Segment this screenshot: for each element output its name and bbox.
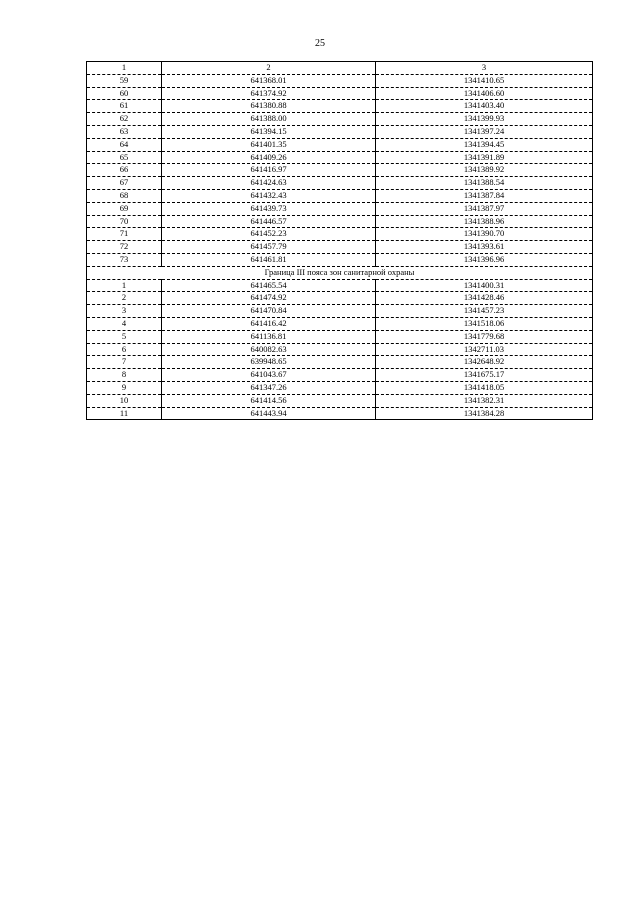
y-coordinate-cell: 1342711.03 [376, 343, 593, 356]
x-coordinate-cell: 641474.92 [162, 292, 376, 305]
table-row [87, 215, 593, 228]
x-coordinate-cell: 641461.81 [162, 253, 376, 266]
x-coordinate-cell: 641470.84 [162, 305, 376, 318]
point-number-cell: 3 [87, 305, 162, 318]
point-number-cell: 6 [87, 343, 162, 356]
point-number-cell: 10 [87, 394, 162, 407]
x-coordinate-cell: 640082.63 [162, 343, 376, 356]
x-coordinate-cell: 641380.88 [162, 100, 376, 113]
y-coordinate-cell: 1341384.28 [376, 407, 593, 420]
table-row [87, 330, 593, 343]
y-coordinate-cell: 1341397.24 [376, 125, 593, 138]
point-number-cell: 72 [87, 241, 162, 254]
y-coordinate-cell: 1341396.96 [376, 253, 593, 266]
table-row [87, 356, 593, 369]
table-row [87, 241, 593, 254]
point-number-cell: 8 [87, 369, 162, 382]
table-row [87, 407, 593, 420]
table-row [87, 125, 593, 138]
point-number-cell: 5 [87, 330, 162, 343]
x-coordinate-cell: 641424.63 [162, 177, 376, 190]
y-coordinate-cell: 1341391.89 [376, 151, 593, 164]
x-coordinate-cell: 641416.42 [162, 317, 376, 330]
point-number-cell: 70 [87, 215, 162, 228]
y-coordinate-cell: 1341403.40 [376, 100, 593, 113]
table-row [87, 113, 593, 126]
x-coordinate-cell: 641452.23 [162, 228, 376, 241]
y-coordinate-cell: 1341779.68 [376, 330, 593, 343]
y-coordinate-cell: 1341382.31 [376, 394, 593, 407]
point-number-cell: 67 [87, 177, 162, 190]
table-row [87, 253, 593, 266]
point-number-cell: 1 [87, 279, 162, 292]
point-number-cell: 65 [87, 151, 162, 164]
column-header-y: 3 [376, 62, 593, 75]
point-number-cell: 62 [87, 113, 162, 126]
table-row [87, 100, 593, 113]
y-coordinate-cell: 1341387.97 [376, 202, 593, 215]
table-row [87, 177, 593, 190]
coordinates-table-body [87, 62, 593, 420]
column-header-number: 1 [87, 62, 162, 75]
x-coordinate-cell: 641446.57 [162, 215, 376, 228]
table-row [87, 228, 593, 241]
x-coordinate-cell: 641401.35 [162, 138, 376, 151]
y-coordinate-cell: 1341457.23 [376, 305, 593, 318]
table-row [87, 292, 593, 305]
x-coordinate-cell: 641409.26 [162, 151, 376, 164]
point-number-cell: 11 [87, 407, 162, 420]
table-row [87, 202, 593, 215]
point-number-cell: 59 [87, 74, 162, 87]
column-header-x: 2 [162, 62, 376, 75]
x-coordinate-cell: 641347.26 [162, 381, 376, 394]
x-coordinate-cell: 641414.56 [162, 394, 376, 407]
y-coordinate-cell: 1341399.93 [376, 113, 593, 126]
table-header-row [87, 62, 593, 75]
y-coordinate-cell: 1341675.17 [376, 369, 593, 382]
y-coordinate-cell: 1341418.05 [376, 381, 593, 394]
y-coordinate-cell: 1342648.92 [376, 356, 593, 369]
point-number-cell: 2 [87, 292, 162, 305]
y-coordinate-cell: 1341394.45 [376, 138, 593, 151]
table-row [87, 394, 593, 407]
point-number-cell: 60 [87, 87, 162, 100]
table-row [87, 164, 593, 177]
table-row [87, 138, 593, 151]
x-coordinate-cell: 641416.97 [162, 164, 376, 177]
x-coordinate-cell: 641394.15 [162, 125, 376, 138]
section-title: Граница III пояса зон санитарной охраны [87, 266, 593, 279]
y-coordinate-cell: 1341410.65 [376, 74, 593, 87]
x-coordinate-cell: 641443.94 [162, 407, 376, 420]
page-number: 25 [315, 38, 325, 49]
table-row [87, 74, 593, 87]
point-number-cell: 73 [87, 253, 162, 266]
x-coordinate-cell: 641368.01 [162, 74, 376, 87]
x-coordinate-cell: 639948.65 [162, 356, 376, 369]
x-coordinate-cell: 641043.67 [162, 369, 376, 382]
table-row [87, 305, 593, 318]
point-number-cell: 61 [87, 100, 162, 113]
table-row [87, 381, 593, 394]
table-row [87, 369, 593, 382]
point-number-cell: 69 [87, 202, 162, 215]
y-coordinate-cell: 1341390.70 [376, 228, 593, 241]
x-coordinate-cell: 641439.73 [162, 202, 376, 215]
y-coordinate-cell: 1341400.31 [376, 279, 593, 292]
point-number-cell: 64 [87, 138, 162, 151]
y-coordinate-cell: 1341518.06 [376, 317, 593, 330]
section-row [87, 266, 593, 279]
y-coordinate-cell: 1341428.46 [376, 292, 593, 305]
x-coordinate-cell: 641457.79 [162, 241, 376, 254]
x-coordinate-cell: 641136.81 [162, 330, 376, 343]
table-row [87, 317, 593, 330]
y-coordinate-cell: 1341388.54 [376, 177, 593, 190]
y-coordinate-cell: 1341388.96 [376, 215, 593, 228]
coordinates-table [86, 61, 593, 420]
table-row [87, 279, 593, 292]
point-number-cell: 4 [87, 317, 162, 330]
x-coordinate-cell: 641432.43 [162, 189, 376, 202]
point-number-cell: 9 [87, 381, 162, 394]
y-coordinate-cell: 1341389.92 [376, 164, 593, 177]
x-coordinate-cell: 641374.92 [162, 87, 376, 100]
point-number-cell: 66 [87, 164, 162, 177]
table-row [87, 87, 593, 100]
y-coordinate-cell: 1341387.84 [376, 189, 593, 202]
point-number-cell: 63 [87, 125, 162, 138]
point-number-cell: 68 [87, 189, 162, 202]
point-number-cell: 7 [87, 356, 162, 369]
y-coordinate-cell: 1341406.60 [376, 87, 593, 100]
point-number-cell: 71 [87, 228, 162, 241]
table-row [87, 343, 593, 356]
table-row [87, 189, 593, 202]
y-coordinate-cell: 1341393.61 [376, 241, 593, 254]
x-coordinate-cell: 641465.54 [162, 279, 376, 292]
x-coordinate-cell: 641388.00 [162, 113, 376, 126]
table-row [87, 151, 593, 164]
